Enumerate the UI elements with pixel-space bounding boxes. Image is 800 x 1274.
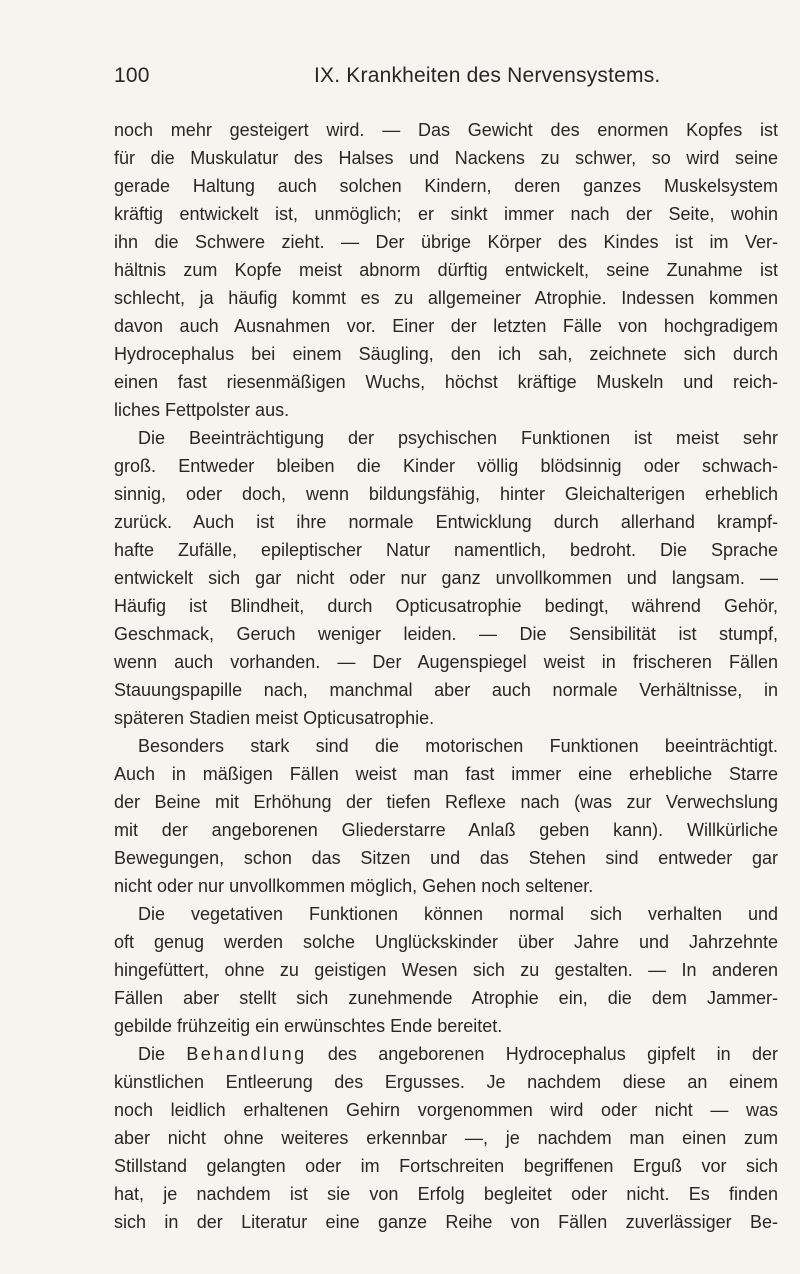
text-line: aber nicht ohne weiteres erkennbar —, je nachdem man einen zum xyxy=(114,1128,778,1148)
text-line: groß. Entweder bleiben die Kinder völlig blödsinnig oder schwach- xyxy=(114,456,778,476)
text-line: Auch in mäßigen Fällen weist man fast immer eine erhebliche Starre xyxy=(114,764,778,784)
page-number: 100 xyxy=(114,64,150,87)
text-line: zurück. Auch ist ihre normale Entwicklung durch allerhand krampf- xyxy=(114,512,778,532)
text-line: liches Fettpolster aus. xyxy=(114,400,290,420)
running-title: IX. Krankheiten des Nervensystems. xyxy=(314,64,661,87)
text-line: Stauungspapille nach, manchmal aber auch normale Verhältnisse, in xyxy=(114,680,778,700)
paragraph-start-line xyxy=(114,1040,778,1068)
text-line: kräftig entwickelt ist, unmöglich; er sinkt immer nach der Seite, wohin xyxy=(114,204,778,224)
text-line: sinnig, oder doch, wenn bildungsfähig, hinter Gleichalterigen erheblich xyxy=(114,484,778,504)
text-line: oft genug werden solche Unglückskinder über Jahre und Jahrzehnte xyxy=(114,932,778,952)
text-line: einen fast riesenmäßigen Wuchs, höchst kräftige Muskeln und reich- xyxy=(114,372,778,392)
text-segment: Die xyxy=(138,1044,166,1064)
emphasized-term: Behandlung xyxy=(186,1044,307,1064)
paragraph-start-line: Die Beeinträchtigung der psychischen Funktionen ist meist sehr xyxy=(138,428,778,448)
text-line: nicht oder nur unvollkommen möglich, Gehen noch seltener. xyxy=(114,876,594,896)
paragraph-start-line: Besonders stark sind die motorischen Funktionen beeinträchtigt. xyxy=(138,736,778,756)
text-line: Geschmack, Geruch weniger leiden. — Die Sensibilität ist stumpf, xyxy=(114,624,778,644)
text-line: noch leidlich erhaltenen Gehirn vorgenommen wird oder nicht — was xyxy=(114,1100,778,1120)
text-line: entwickelt sich gar nicht oder nur ganz unvollkommen und langsam. — xyxy=(114,568,778,588)
text-line: ihn die Schwere zieht. — Der übrige Körper des Kindes ist im Ver- xyxy=(114,232,778,252)
text-line: Hydrocephalus bei einem Säugling, den ich sah, zeichnete sich durch xyxy=(114,344,778,364)
text-line: der Beine mit Erhöhung der tiefen Reflexe nach (was zur Verwechslung xyxy=(114,792,778,812)
text-line: sich in der Literatur eine ganze Reihe von Fällen zuverlässiger Be- xyxy=(114,1212,778,1232)
text-segment: des angeborenen Hydrocephalus gipfelt in der xyxy=(327,1044,778,1064)
text-line: hafte Zufälle, epileptischer Natur namentlich, bedroht. Die Sprache xyxy=(114,540,778,560)
text-line: hingefüttert, ohne zu geistigen Wesen sich zu gestalten. — In anderen xyxy=(114,960,778,980)
text-line: hältnis zum Kopfe meist abnorm dürftig entwickelt, seine Zunahme ist xyxy=(114,260,778,280)
text-line: gebilde frühzeitig ein erwünschtes Ende bereitet. xyxy=(114,1016,503,1036)
text-line: Bewegungen, schon das Sitzen und das Stehen sind entweder gar xyxy=(114,848,778,868)
text-line: für die Muskulatur des Halses und Nackens zu schwer, so wird seine xyxy=(114,148,778,168)
text-line: mit der angeborenen Gliederstarre Anlaß geben kann). Willkürliche xyxy=(114,820,778,840)
page-header xyxy=(114,64,734,98)
body-text xyxy=(114,116,778,1236)
paragraph-start-line: Die vegetativen Funktionen können normal sich verhalten und xyxy=(138,904,778,924)
text-line: davon auch Ausnahmen vor. Einer der letzten Fälle von hochgradigem xyxy=(114,316,778,336)
text-line: künstlichen Entleerung des Ergusses. Je nachdem diese an einem xyxy=(114,1072,778,1092)
text-line: Stillstand gelangten oder im Fortschreiten begriffenen Erguß vor sich xyxy=(114,1156,778,1176)
text-line: hat, je nachdem ist sie von Erfolg begleitet oder nicht. Es finden xyxy=(114,1184,778,1204)
text-line: noch mehr gesteigert wird. — Das Gewicht des enormen Kopfes ist xyxy=(114,120,778,140)
text-line: Häufig ist Blindheit, durch Opticusatrophie bedingt, während Gehör, xyxy=(114,596,778,616)
text-line: späteren Stadien meist Opticusatrophie. xyxy=(114,708,435,728)
text-line: wenn auch vorhanden. — Der Augenspiegel weist in frischeren Fällen xyxy=(114,652,778,672)
text-line: Fällen aber stellt sich zunehmende Atrophie ein, die dem Jammer- xyxy=(114,988,778,1008)
text-line: schlecht, ja häufig kommt es zu allgemeiner Atrophie. Indessen kommen xyxy=(114,288,778,308)
text-line: gerade Haltung auch solchen Kindern, deren ganzes Muskelsystem xyxy=(114,176,778,196)
